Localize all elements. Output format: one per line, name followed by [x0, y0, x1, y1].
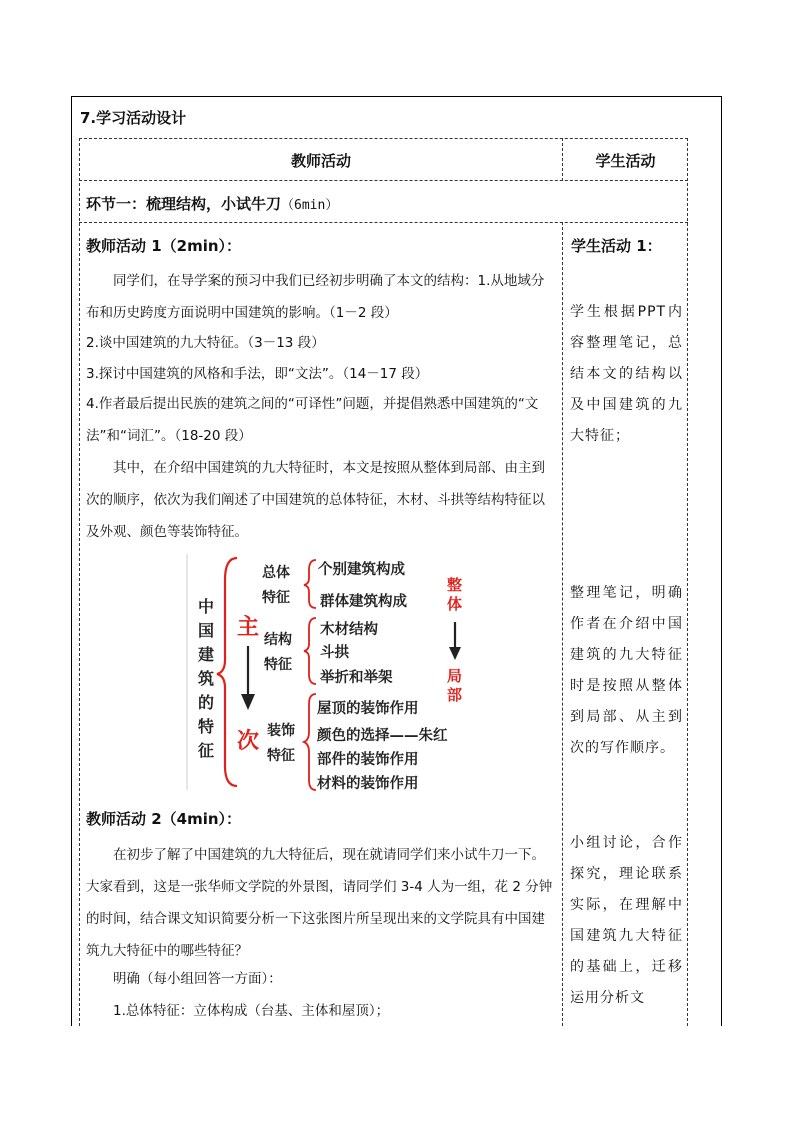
- teacher-column-header: 教师活动: [290, 152, 351, 170]
- root-char: 中: [198, 597, 215, 616]
- group-name-decoration: 装饰: [267, 723, 295, 739]
- diagram-root-title: [198, 597, 214, 760]
- down-arrow-icon: [449, 647, 461, 660]
- teacher-activity-1-item3: 3.探讨中国建筑的风格和手法，即“文法”。（14－17 段）: [86, 366, 429, 382]
- diagram-item: 群体建筑构成: [320, 594, 407, 610]
- diagram-item: 斗拱: [320, 645, 349, 661]
- root-char: 征: [198, 741, 215, 760]
- teacher-activity-1-heading: 教师活动 1（2min）：: [86, 237, 242, 255]
- teacher-activity-2-clarify: 明确（每小组回答一方面）：: [113, 971, 282, 987]
- down-arrow-icon: [241, 694, 255, 710]
- diagram-item: 材料的装饰作用: [317, 776, 419, 792]
- whole-label: 体: [447, 595, 463, 613]
- column-divider: [562, 222, 563, 1026]
- group-name-overall: 特征: [262, 590, 290, 606]
- features-structure-diagram: [185, 550, 480, 794]
- teacher-activity-1-item4: 4.作者最后提出民族的建筑之间的“可译性”问题，并提倡熟悉中国建筑的“文法”和“词汇”。（18-20 段）: [86, 396, 539, 444]
- teacher-activity-1-summary: 其中，在介绍中国建筑的九大特征时，本文是按照从整体到局部、由主到次的顺序，依次为我们阐述了中国建筑的总体特征，木材、斗拱等结构特征以及外观、颜色等装饰特征。: [86, 460, 545, 540]
- group-name-decoration: 特征: [267, 748, 295, 764]
- student-activity-1-notes: 整理笔记，明确作者在介绍中国建筑的九大特征时是按照从整体到局部、从主到次的写作顺序。: [570, 585, 683, 756]
- student-activity-2-text: 小组讨论，合作探究，理论联系实际，在理解中国建筑九大特征的基础上，迁移运用分析文: [570, 835, 683, 1006]
- diagram-item: 个别建筑构成: [318, 562, 405, 578]
- group-name-structure: 特征: [264, 657, 292, 673]
- whole-label: 整: [447, 576, 463, 594]
- group-brace: [304, 560, 316, 608]
- group-brace: [304, 618, 316, 684]
- group-name-overall: 总体: [262, 565, 290, 581]
- part-label: 局: [447, 667, 463, 685]
- teacher-activity-2-heading: 教师活动 2（4min）：: [86, 810, 242, 828]
- diagram-item: 举折和举架: [320, 670, 393, 686]
- minor-label: 次: [237, 729, 260, 754]
- main-label: 主: [237, 615, 260, 640]
- diagram-item: 部件的装饰作用: [317, 752, 419, 768]
- diagram-item: 屋顶的装饰作用: [317, 701, 419, 717]
- section-heading-title: 环节一：梳理结构，小试牛刀: [86, 195, 282, 213]
- root-char: 国: [198, 621, 215, 640]
- student-activity-1-text: 学生根据PPT内容整理笔记，总结本文的结构以及中国建筑的九大特征；: [570, 304, 683, 444]
- root-char: 建: [198, 645, 215, 664]
- table-divider: [79, 180, 688, 181]
- part-label: 部: [447, 686, 463, 704]
- section-heading: [86, 193, 338, 214]
- diagram-item: 颜色的选择——朱红: [317, 728, 448, 744]
- root-char: 特: [198, 717, 215, 736]
- teacher-activity-2-intro: 在初步了解了中国建筑的九大特征后，现在就请同学们来小试牛刀一下。大家看到，这是一张华师文学院的外景图，请同学们 3-4 人为一组，花 2 分钟的时间，结合课文知识简要分析一下这张图片所呈现出来的文学院具有中国建筑九大特征中的哪些特征？: [86, 847, 553, 959]
- root-char: 筑: [198, 669, 215, 688]
- section-title: 7.学习活动设计: [80, 109, 187, 127]
- group-name-structure: 结构: [264, 632, 292, 648]
- group-brace: [304, 694, 316, 790]
- root-brace: [217, 558, 237, 786]
- student-column-header: 学生活动: [595, 152, 656, 170]
- student-activity-1-heading: 学生活动 1：: [571, 237, 662, 255]
- diagram-item: 木材结构: [320, 622, 378, 638]
- teacher-activity-1-intro: 同学们，在导学案的预习中我们已经初步明确了本文的结构：1.从地域分布和历史跨度方面说明中国建筑的影响。（1－2 段）: [86, 273, 545, 321]
- root-char: 的: [198, 693, 215, 712]
- teacher-activity-1-item2: 2.谈中国建筑的九大特征。（3－13 段）: [86, 335, 325, 351]
- section-heading-time: （6min）: [281, 198, 339, 213]
- table-divider: [79, 222, 688, 223]
- teacher-activity-2-item1: 1.总体特征：立体构成（台基、主体和屋顶）；: [113, 1003, 390, 1019]
